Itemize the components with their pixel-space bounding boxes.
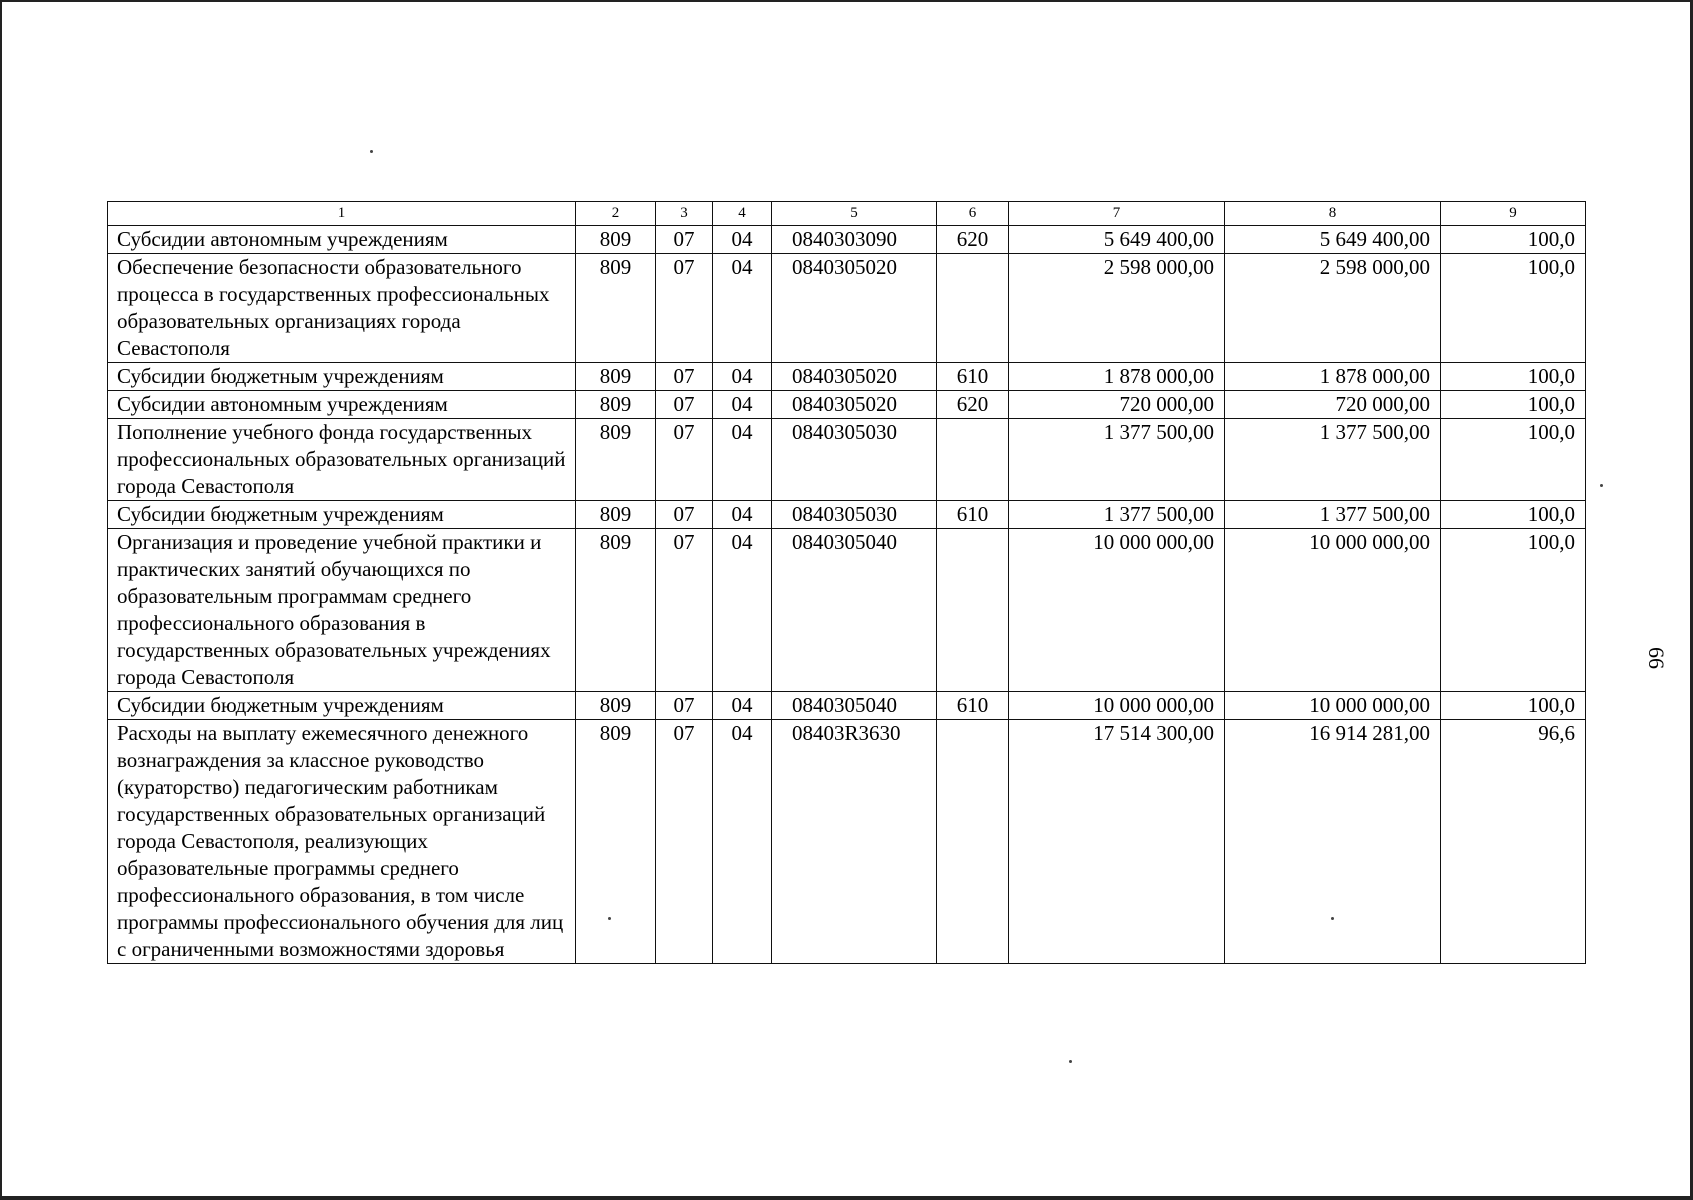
- expense-type-code: 610: [937, 692, 1009, 720]
- section-code: 07: [656, 226, 713, 254]
- column-header: 5: [772, 202, 937, 226]
- ministry-code: 809: [576, 254, 656, 363]
- execution-percent: 100,0: [1441, 254, 1586, 363]
- expense-name: Субсидии автономным учреждениям: [108, 226, 576, 254]
- expense-name: Организация и проведение учебной практики и практических занятий обучающихся по образовательным программам среднего профессионального образования в государственных образовательных учреждениях города Севастополя: [108, 529, 576, 692]
- ministry-code: 809: [576, 226, 656, 254]
- expense-type-code: 610: [937, 501, 1009, 529]
- expense-name: Обеспечение безопасности образовательного процесса в государственных профессиональных образовательных организациях города Севастополя: [108, 254, 576, 363]
- table-row: [108, 720, 1586, 964]
- expense-name: Субсидии бюджетным учреждениям: [108, 692, 576, 720]
- actual-amount: 5 649 400,00: [1225, 226, 1441, 254]
- execution-percent: 100,0: [1441, 363, 1586, 391]
- expense-name: Субсидии автономным учреждениям: [108, 391, 576, 419]
- execution-percent: 96,6: [1441, 720, 1586, 964]
- section-code: 07: [656, 254, 713, 363]
- section-code: 07: [656, 391, 713, 419]
- ministry-code: 809: [576, 363, 656, 391]
- planned-amount: 10 000 000,00: [1009, 692, 1225, 720]
- table-row: [108, 391, 1586, 419]
- page-number: 66: [1644, 647, 1669, 669]
- section-code: 07: [656, 529, 713, 692]
- expense-type-code: 620: [937, 226, 1009, 254]
- subsection-code: 04: [713, 529, 772, 692]
- page-border-bottom: [0, 1196, 1693, 1200]
- planned-amount: 17 514 300,00: [1009, 720, 1225, 964]
- table-row: [108, 692, 1586, 720]
- execution-percent: 100,0: [1441, 391, 1586, 419]
- planned-amount: 5 649 400,00: [1009, 226, 1225, 254]
- expense-type-code: 610: [937, 363, 1009, 391]
- ministry-code: 809: [576, 391, 656, 419]
- actual-amount: 10 000 000,00: [1225, 529, 1441, 692]
- column-header: 7: [1009, 202, 1225, 226]
- ministry-code: 809: [576, 692, 656, 720]
- execution-percent: 100,0: [1441, 529, 1586, 692]
- column-header: 1: [108, 202, 576, 226]
- planned-amount: 1 377 500,00: [1009, 419, 1225, 501]
- expense-name: Субсидии бюджетным учреждениям: [108, 501, 576, 529]
- subsection-code: 04: [713, 391, 772, 419]
- actual-amount: 10 000 000,00: [1225, 692, 1441, 720]
- target-article-code: 0840305030: [772, 419, 937, 501]
- page-border-left: [0, 0, 2, 1200]
- table-row: [108, 501, 1586, 529]
- ministry-code: 809: [576, 720, 656, 964]
- table-row: [108, 419, 1586, 501]
- section-code: 07: [656, 692, 713, 720]
- target-article-code: 0840305040: [772, 692, 937, 720]
- planned-amount: 2 598 000,00: [1009, 254, 1225, 363]
- table-row: [108, 529, 1586, 692]
- table-row: [108, 226, 1586, 254]
- target-article-code: 08403R3630: [772, 720, 937, 964]
- expense-name: Расходы на выплату ежемесячного денежного вознаграждения за классное руководство (кураторство) педагогическим работникам государственных образовательных организаций города Севастополя, реализующих образовательные программы среднего профессионального образования, в том числе программы профессионального обучения для лиц с ограниченными возможностями здоровья: [108, 720, 576, 964]
- column-header: 9: [1441, 202, 1586, 226]
- target-article-code: 0840305040: [772, 529, 937, 692]
- target-article-code: 0840303090: [772, 226, 937, 254]
- table-row: [108, 254, 1586, 363]
- planned-amount: 1 377 500,00: [1009, 501, 1225, 529]
- table-header-row: [108, 202, 1586, 226]
- scan-speck: [370, 150, 373, 153]
- section-code: 07: [656, 501, 713, 529]
- target-article-code: 0840305020: [772, 391, 937, 419]
- section-code: 07: [656, 720, 713, 964]
- scan-speck: [1069, 1060, 1072, 1063]
- column-header: 2: [576, 202, 656, 226]
- column-header: 4: [713, 202, 772, 226]
- subsection-code: 04: [713, 501, 772, 529]
- section-code: 07: [656, 419, 713, 501]
- page-border-top: [0, 0, 1693, 2]
- scan-speck: [1600, 484, 1603, 487]
- section-code: 07: [656, 363, 713, 391]
- column-header: 3: [656, 202, 713, 226]
- ministry-code: 809: [576, 501, 656, 529]
- execution-percent: 100,0: [1441, 226, 1586, 254]
- target-article-code: 0840305020: [772, 363, 937, 391]
- actual-amount: 720 000,00: [1225, 391, 1441, 419]
- expense-type-code: [937, 419, 1009, 501]
- expense-type-code: [937, 529, 1009, 692]
- budget-table: [107, 201, 1586, 964]
- target-article-code: 0840305030: [772, 501, 937, 529]
- actual-amount: 1 377 500,00: [1225, 501, 1441, 529]
- subsection-code: 04: [713, 720, 772, 964]
- target-article-code: 0840305020: [772, 254, 937, 363]
- column-header: 8: [1225, 202, 1441, 226]
- subsection-code: 04: [713, 363, 772, 391]
- expense-type-code: [937, 720, 1009, 964]
- planned-amount: 720 000,00: [1009, 391, 1225, 419]
- expense-name: Пополнение учебного фонда государственных профессиональных образовательных организаций города Севастополя: [108, 419, 576, 501]
- column-header: 6: [937, 202, 1009, 226]
- subsection-code: 04: [713, 226, 772, 254]
- subsection-code: 04: [713, 419, 772, 501]
- ministry-code: 809: [576, 419, 656, 501]
- actual-amount: 1 377 500,00: [1225, 419, 1441, 501]
- actual-amount: 16 914 281,00: [1225, 720, 1441, 964]
- expense-type-code: 620: [937, 391, 1009, 419]
- execution-percent: 100,0: [1441, 419, 1586, 501]
- execution-percent: 100,0: [1441, 501, 1586, 529]
- expense-type-code: [937, 254, 1009, 363]
- ministry-code: 809: [576, 529, 656, 692]
- actual-amount: 1 878 000,00: [1225, 363, 1441, 391]
- subsection-code: 04: [713, 254, 772, 363]
- actual-amount: 2 598 000,00: [1225, 254, 1441, 363]
- execution-percent: 100,0: [1441, 692, 1586, 720]
- planned-amount: 1 878 000,00: [1009, 363, 1225, 391]
- table-row: [108, 363, 1586, 391]
- planned-amount: 10 000 000,00: [1009, 529, 1225, 692]
- expense-name: Субсидии бюджетным учреждениям: [108, 363, 576, 391]
- subsection-code: 04: [713, 692, 772, 720]
